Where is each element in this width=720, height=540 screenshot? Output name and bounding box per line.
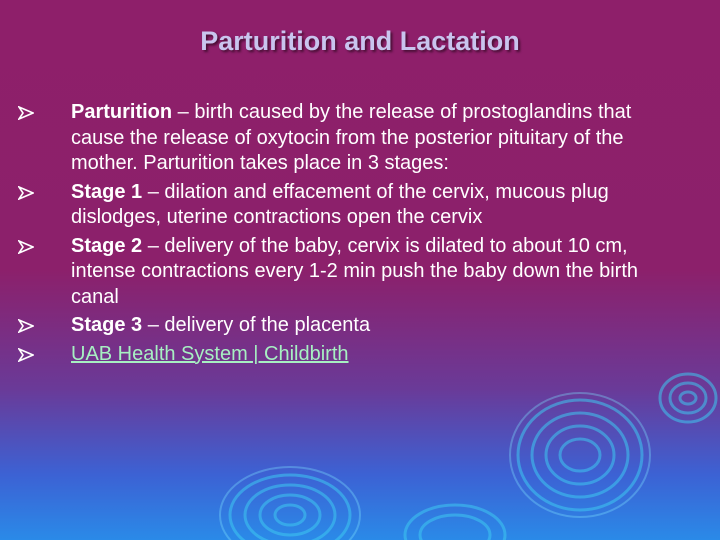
bullet-term: Stage 3 <box>71 314 143 336</box>
bullet-term: Stage 1 <box>71 180 143 203</box>
bullet-item-parturition <box>18 100 678 177</box>
bullet-item-stage-2 <box>18 234 678 311</box>
arrow-bullet-icon <box>18 106 34 120</box>
bullet-term: Parturition <box>71 101 173 123</box>
bullet-text: – dilation and effacement of the cervix, mucous plug dislodges, uterine contractions open the cervix <box>71 180 609 228</box>
bullet-list <box>18 100 678 370</box>
arrow-bullet-icon <box>18 319 34 333</box>
arrow-bullet-icon <box>18 348 34 362</box>
childbirth-link[interactable]: UAB Health System | Childbirth <box>71 342 349 365</box>
arrow-bullet-icon <box>18 240 34 254</box>
bullet-text: – birth caused by the release of prostoglandins that cause the release of oxytocin from the posterior pituitary of the mother. Parturition takes place in 3 stages: <box>71 101 632 174</box>
slide-title: Parturition and Lactation <box>200 26 520 56</box>
bullet-item-stage-1 <box>18 180 678 231</box>
bullet-text: – delivery of the baby, cervix is dilated to about 10 cm, intense contractions every 1-2 min push the baby down the birth canal <box>71 234 638 308</box>
arrow-bullet-icon <box>18 186 34 200</box>
bullet-item-stage-3 <box>18 313 678 339</box>
bullet-text: – delivery of the placenta <box>142 314 371 336</box>
bullet-item-link <box>18 342 678 368</box>
bullet-term: Stage 2 <box>71 234 143 257</box>
